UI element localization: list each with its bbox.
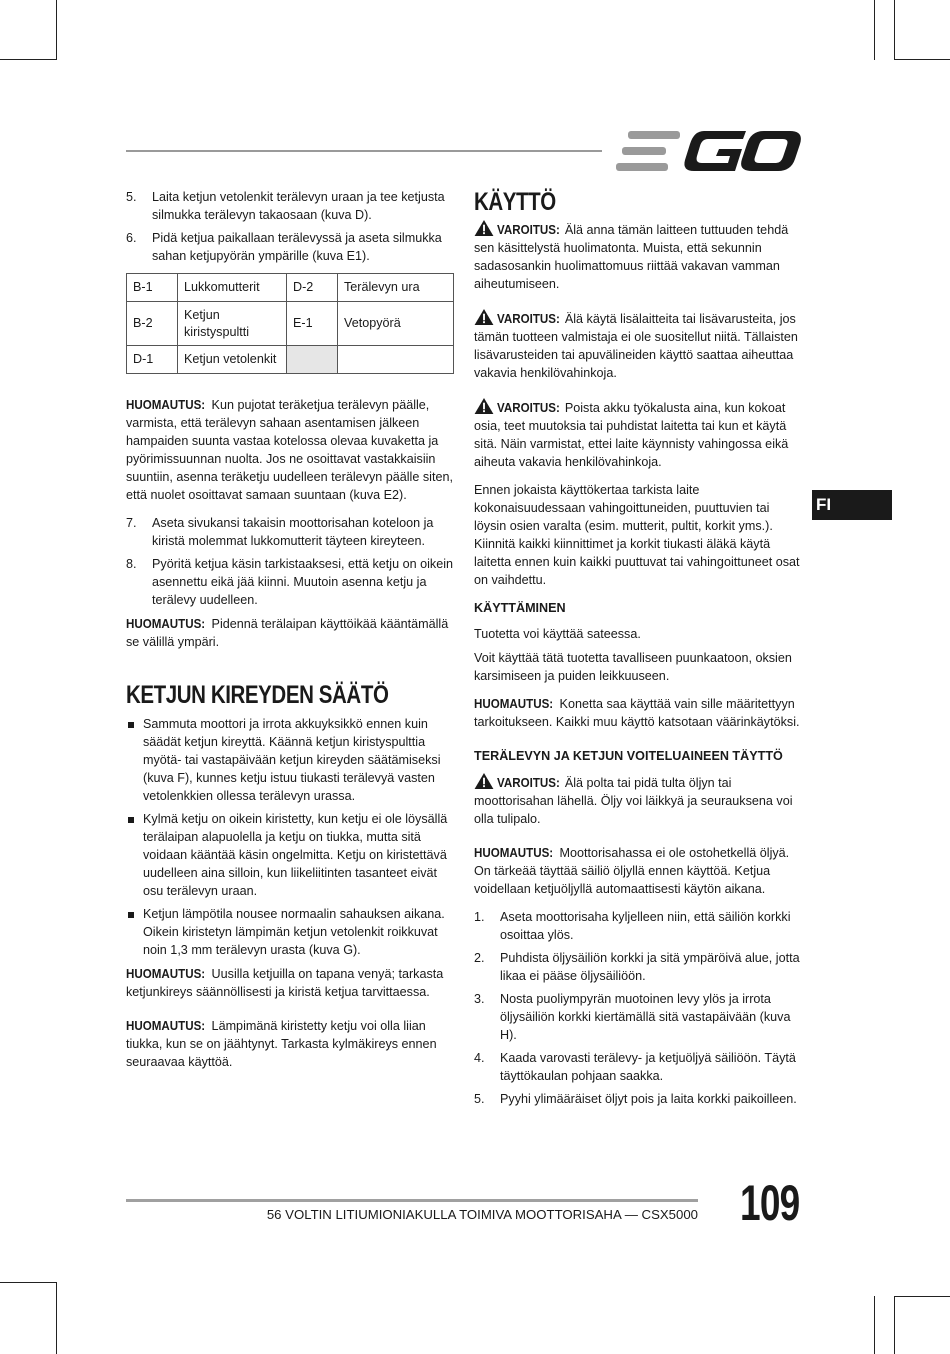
crop-mark (56, 1282, 57, 1354)
list-item: Kylmä ketju on oikein kiristetty, kun ketju ei ole löysällä terälaipan alapuolella ja ketju on tiukka, mutta sitä voidaan kääntää käsin ongelmitta. Ketju on kiristettävä uudelleen aina silloin, kun liikeliitinten tasanteet eivät osu terälevyn uraan. (126, 810, 456, 900)
crop-mark (874, 0, 875, 60)
warning-paragraph: VAROITUS: Älä polta tai pidä tulta öljyn tai moottorisahan lähellä. Öljy voi läikkyä ja seurauksena voi olla tulipalo. (474, 773, 802, 828)
list-item: 1. Aseta moottorisaha kyljelleen niin, että säiliön korkki osoittaa ylös. (474, 910, 791, 942)
table-cell: E-1 (287, 302, 338, 346)
section-heading: KÄYTTÖ (474, 188, 556, 216)
table-cell: D-1 (127, 346, 178, 374)
language-tab: FI (812, 490, 892, 520)
note-paragraph: HUOMAUTUS: Kun pujotat teräketjua terälevyn päälle, varmista, että terälevyn sahaan asentamisen jälkeen hampaiden suunta vastaa kotelossa olevaa kuvaketta ja pyörimissuunnan nuolta. Jos ne osoittavat vastakkaisiin suuntiin, asenna teräketju uudelleen terälevyn päälle siten, että nuolet osoittavat samaan suuntaan (kuva E2). (126, 398, 453, 502)
table-cell (287, 346, 338, 374)
list-item: 6. Pidä ketjua paikallaan terälevyssä ja aseta silmukka sahan ketjupyörän ympärille (kuva E1). (126, 231, 442, 263)
warning-triangle-icon (474, 773, 494, 789)
table-cell (338, 346, 454, 374)
crop-mark (894, 1296, 950, 1297)
warning-triangle-icon (474, 309, 494, 325)
crop-mark (894, 0, 895, 60)
warning-triangle-icon (474, 220, 494, 236)
crop-mark (894, 1296, 895, 1354)
bullet-square-icon (126, 810, 143, 900)
crop-mark (0, 59, 56, 60)
right-column (474, 188, 802, 1114)
warning-paragraph: VAROITUS: Älä anna tämän laitteen tuttuuden tehdä sen käsittelystä huolimatonta. Muista, että sekunnin sadasosankin huolimattomuus riittää vakavan vamman aiheutumiseen. (474, 220, 802, 293)
list-item: 4. Kaada varovasti terälevy- ja ketjuöljyä säiliöön. Täytä täyttökaulan pohjaan saakka. (474, 1051, 796, 1083)
crop-mark (0, 1282, 56, 1283)
table-row (127, 346, 454, 374)
steps-list (126, 188, 456, 265)
table-cell: Vetopyörä (338, 302, 454, 346)
list-item: Sammuta moottori ja irrota akkuyksikkö ennen kuin säädät ketjun kireyttä. Käännä ketjun kiristyspulttia myötä- tai vastapäivään ketjun kireyden säätämiseksi (kuva F), kunnes ketju istuu tiukasti terälevyä vasten vetolenkkien ollessa terälevyn urassa. (126, 715, 456, 805)
ego-logo (616, 128, 802, 174)
subsection-heading: TERÄLEVYN JA KETJUN VOITELUAINEEN TÄYTTÖ (474, 749, 783, 763)
table-row (127, 302, 454, 346)
table-row (127, 274, 454, 302)
note-paragraph: HUOMAUTUS: Konetta saa käyttää vain sille määritettyyn tarkoitukseen. Kaikki muu käyttö katsotaan väärinkäytöksi. (474, 697, 800, 729)
body-paragraph: Ennen jokaista käyttökertaa tarkista laite kokonaisuudessaan vahingoittuneiden, puuttuvien tai löysin osien varalta (esim. mutterit, pultit, korkit yms.). Kiinnitä kaikki kiinnittimet ja korkit tiukasti äläkä käytä laitetta ennen kuin kaikki puuttuvat tai vahingoittuneet osat on vaihdettu. (474, 483, 800, 587)
parts-table (126, 273, 454, 374)
table-cell: Ketjun kiristyspultti (178, 302, 287, 346)
list-item: 3. Nosta puoliympyrän muotoinen levy ylös ja irrota öljysäiliön korkki kiertämällä sitä vastapäivään (kuva H). (474, 992, 791, 1042)
table-cell: Ketjun vetolenkit (178, 346, 287, 374)
list-item: 5. Pyyhi ylimääräiset öljyt pois ja laita korkki paikoilleen. (474, 1092, 797, 1106)
note-paragraph: HUOMAUTUS: Uusilla ketjuilla on tapana venyä; tarkasta ketjunkireys säännöllisesti ja kiristä ketjua tarvittaessa. (126, 967, 444, 999)
list-item: 8. Pyöritä ketjua käsin tarkistaaksesi, että ketju on oikein asennettu eikä jää kiinni. Muutoin asenna ketju ja terälevy uudelleen. (126, 557, 454, 607)
list-item: 2. Puhdista öljysäiliön korkki ja sitä ympäröivä alue, jotta likaa ei pääse öljysäiliöön. (474, 951, 800, 983)
left-column (126, 188, 456, 1081)
steps-list (126, 514, 456, 609)
header-rule (126, 150, 602, 152)
list-item: Ketjun lämpötila nousee normaalin sahauksen aikana. Oikein kiristetyn lämpimän ketjun vetolenkit roikkuvat noin 1,3 mm terälevyn urasta (kuva G). (126, 905, 456, 959)
list-item: 7. Aseta sivukansi takaisin moottorisahan koteloon ja kiristä molemmat lukkomutterit täyteen kireyteen. (126, 516, 434, 548)
warning-paragraph: VAROITUS: Poista akku työkalusta aina, kun kokoat osia, teet muutoksia tai puhdistat laitetta tai kun et käytä sitä. Näin varmistat, ettei laite käynnisty vahingossa eikä aiheuta vakavia henkilövahinkoja. (474, 398, 802, 471)
footer-title: 56 VOLTIN LITIUMIONIAKULLA TOIMIVA MOOTTORISAHA — CSX5000 (266, 1207, 698, 1222)
bullet-square-icon (126, 715, 143, 805)
warning-triangle-icon (474, 398, 494, 414)
note-paragraph: HUOMAUTUS: Moottorisahassa ei ole ostohetkellä öljyä. On tärkeää täyttää säiliö öljyllä ennen käyttöä. Ketjua voidellaan ketjuöljyllä automaattisesti käytön aikana. (474, 846, 790, 896)
warning-paragraph: VAROITUS: Älä käytä lisälaitteita tai lisävarusteita, jos tämän tuotteen valmistaja ei ole suositellut niitä. Tällaisten lisävarusteiden tai apuvälineiden käyttö saattaa aiheuttaa vakavia henkilövahinkoja. (474, 309, 802, 382)
bullet-square-icon (126, 905, 143, 959)
crop-mark (56, 0, 57, 60)
body-paragraph: Tuotetta voi käyttää sateessa. (474, 627, 641, 641)
subsection-heading: KÄYTTÄMINEN (474, 601, 566, 615)
section-heading: KETJUN KIREYDEN SÄÄTÖ (126, 681, 389, 709)
steps-list (474, 908, 802, 1108)
note-paragraph: HUOMAUTUS: Lämpimänä kiristetty ketju voi olla liian tiukka, kun se on jäähtynyt. Tarkasta kylmäkireys ennen seuraavaa käyttöä. (126, 1019, 437, 1069)
table-cell: D-2 (287, 274, 338, 302)
list-item: 5. Laita ketjun vetolenkit terälevyn uraan ja tee ketjusta silmukka terälevyn takaosaan (kuva D). (126, 190, 445, 222)
table-cell: B-2 (127, 302, 178, 346)
crop-mark (874, 1296, 875, 1354)
table-cell: Terälevyn ura (338, 274, 454, 302)
footer-rule (126, 1199, 698, 1202)
table-cell: B-1 (127, 274, 178, 302)
note-paragraph: HUOMAUTUS: Pidennä terälaipan käyttöikää kääntämällä se välillä ympäri. (126, 617, 449, 649)
body-paragraph: Voit käyttää tätä tuotetta tavalliseen puunkaatoon, oksien karsimiseen ja puiden leikkuuseen. (474, 651, 792, 683)
table-cell: Lukkomutterit (178, 274, 287, 302)
crop-mark (894, 59, 950, 60)
bullet-list (126, 715, 456, 959)
page-number: 109 (740, 1175, 800, 1231)
